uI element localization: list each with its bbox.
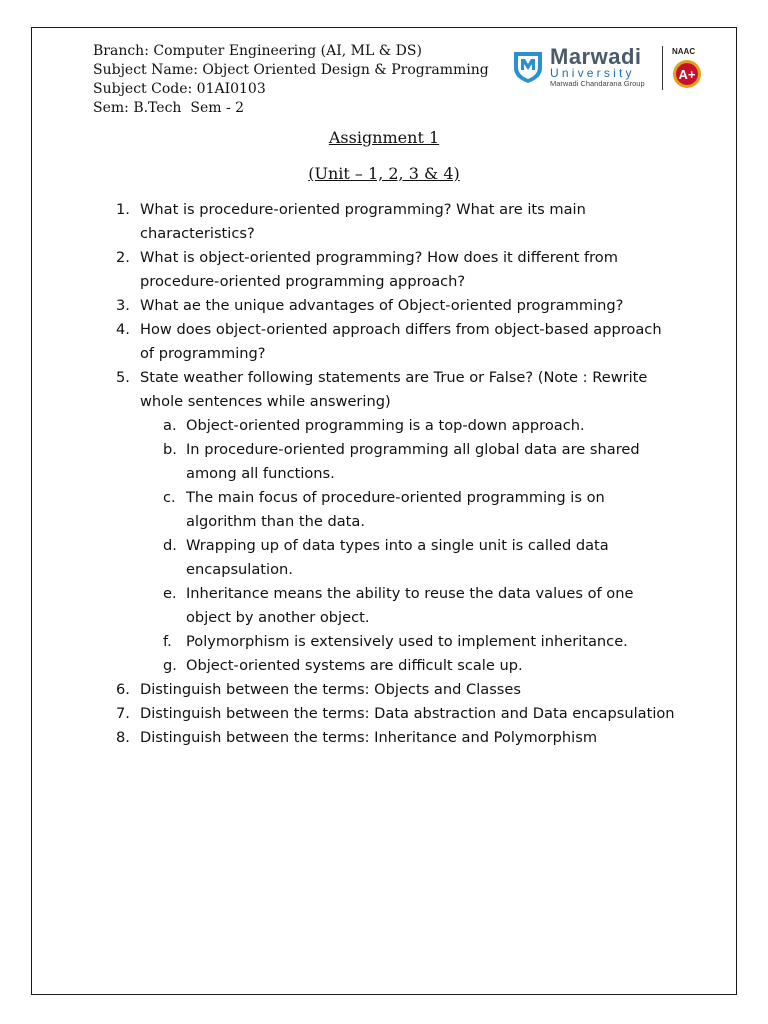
sub-question-text: Inheritance means the ability to reuse the data values of one (186, 585, 634, 602)
question-number: 1. (116, 201, 130, 218)
sub-question-continuation (0, 558, 768, 582)
branch-line: Branch: Computer Engineering (AI, ML & DS) (93, 43, 422, 59)
document-header (93, 42, 489, 118)
question-text: Distinguish between the terms: Inheritance and Polymorphism (140, 729, 598, 746)
question-continuation (0, 390, 768, 414)
sub-question-item (0, 582, 768, 606)
grade-text: A+ (678, 67, 696, 82)
sub-question-text: object by another object. (186, 609, 370, 626)
question-text: Distinguish between the terms: Data abstraction and Data encapsulation (140, 705, 675, 722)
question-continuation (0, 222, 768, 246)
assignment-title: Assignment 1 (328, 128, 440, 147)
question-text: of programming? (140, 345, 266, 362)
brand-name: Marwadi (550, 44, 642, 69)
question-continuation (0, 342, 768, 366)
sub-question-text: among all functions. (186, 465, 335, 482)
question-item (0, 318, 768, 342)
shield-logo-icon (512, 50, 544, 84)
sub-question-continuation (0, 606, 768, 630)
semester-line: Sem: B.Tech Sem - 2 (93, 100, 245, 116)
question-number: 4. (116, 321, 130, 338)
question-text: characteristics? (140, 225, 255, 242)
sub-question-letter: a. (163, 417, 177, 434)
brand-group: Marwadi Chandarana Group (550, 79, 645, 88)
question-list (0, 198, 768, 750)
sub-question-continuation (0, 510, 768, 534)
subject-name-line: Subject Name: Object Oriented Design & Programming (93, 62, 489, 78)
question-text: What is object-oriented programming? How does it different from (140, 249, 618, 266)
sub-question-letter: f. (163, 633, 172, 650)
question-item (0, 198, 768, 222)
sub-question-letter: b. (163, 441, 177, 458)
sub-question-item (0, 486, 768, 510)
university-logo (512, 46, 707, 92)
sub-question-text: In procedure-oriented programming all global data are shared (186, 441, 640, 458)
sub-question-item (0, 630, 768, 654)
question-number: 5. (116, 369, 130, 386)
sub-question-item (0, 654, 768, 678)
question-number: 7. (116, 705, 130, 722)
question-text: How does object-oriented approach differs from object-based approach (140, 321, 662, 338)
unit-subtitle: (Unit – 1, 2, 3 & 4) (308, 164, 460, 183)
sub-question-item (0, 534, 768, 558)
sub-question-item (0, 438, 768, 462)
question-item (0, 702, 768, 726)
question-item (0, 726, 768, 750)
logo-divider (662, 46, 663, 90)
sub-question-text: Polymorphism is extensively used to implement inheritance. (186, 633, 628, 650)
question-continuation (0, 270, 768, 294)
sub-question-letter: e. (163, 585, 177, 602)
question-text: Distinguish between the terms: Objects and Classes (140, 681, 521, 698)
sub-question-text: Wrapping up of data types into a single unit is called data (186, 537, 609, 554)
question-text: whole sentences while answering) (140, 393, 391, 410)
subject-code-line: Subject Code: 01AI0103 (93, 81, 266, 97)
question-text: What ae the unique advantages of Object-oriented programming? (140, 297, 624, 314)
question-number: 3. (116, 297, 130, 314)
sub-question-continuation (0, 462, 768, 486)
sub-question-text: algorithm than the data. (186, 513, 365, 530)
question-item (0, 678, 768, 702)
sub-question-text: The main focus of procedure-oriented programming is on (186, 489, 605, 506)
question-number: 2. (116, 249, 130, 266)
sub-question-letter: g. (163, 657, 177, 674)
sub-question-letter: c. (163, 489, 176, 506)
sub-question-text: Object-oriented programming is a top-down approach. (186, 417, 585, 434)
question-number: 8. (116, 729, 130, 746)
question-text: procedure-oriented programming approach? (140, 273, 466, 290)
sub-question-text: Object-oriented systems are difficult scale up. (186, 657, 523, 674)
naac-grade-badge-icon (672, 59, 702, 89)
brand-subtitle: University (550, 66, 635, 80)
naac-label: NAAC (672, 47, 696, 56)
sub-question-letter: d. (163, 537, 177, 554)
question-number: 6. (116, 681, 130, 698)
question-item (0, 366, 768, 390)
sub-question-item (0, 414, 768, 438)
question-text: What is procedure-oriented programming? What are its main (140, 201, 586, 218)
sub-question-text: encapsulation. (186, 561, 293, 578)
question-text: State weather following statements are True or False? (Note : Rewrite (140, 369, 648, 386)
question-item (0, 246, 768, 270)
question-item (0, 294, 768, 318)
